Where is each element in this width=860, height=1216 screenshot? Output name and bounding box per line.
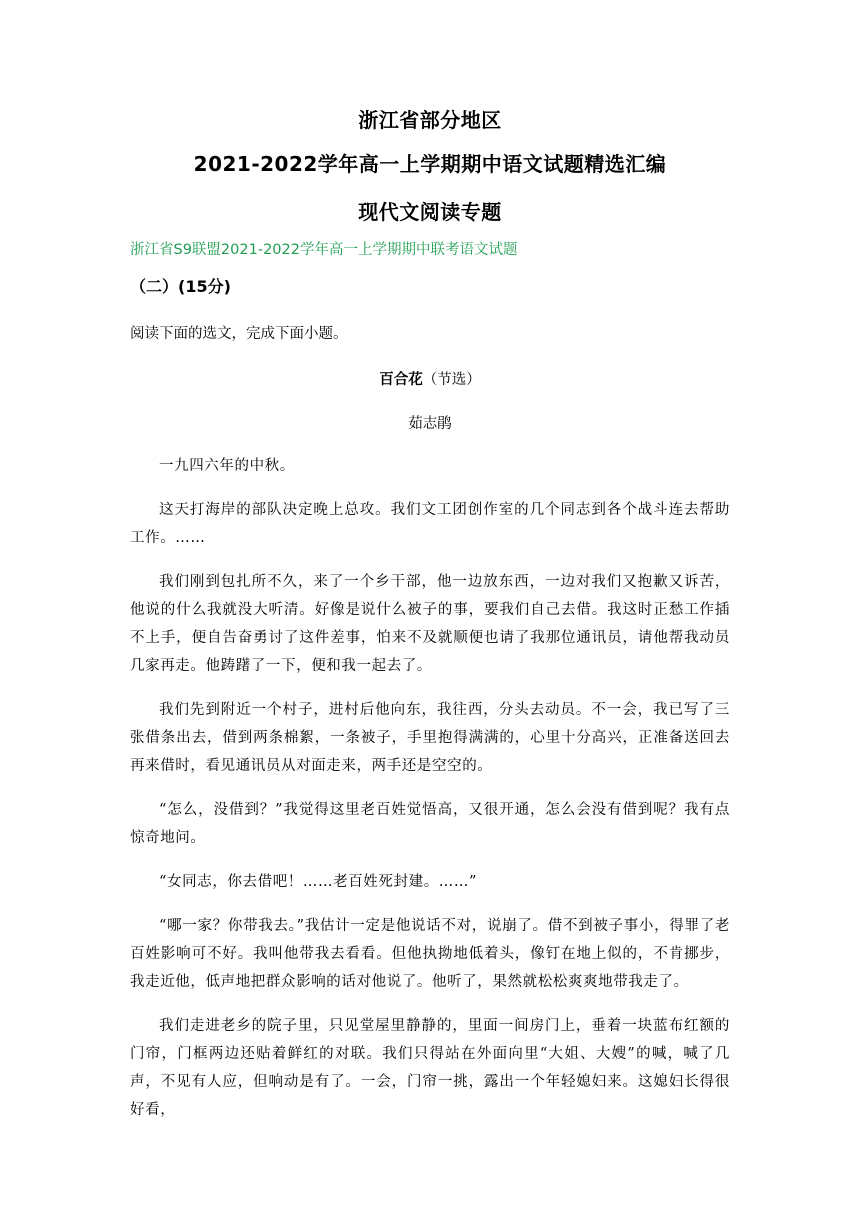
article-author: 茹志鹃 bbox=[408, 416, 452, 432]
paragraph: 我们走进老乡的院子里，只见堂屋里静静的，里面一间房门上，垂着一块蓝布红额的门帘，门框两边还贴着鲜红的对联。我们只得站在外面向里“大姐、大嫂”的喊，喊了几声，不见有人应，但响动是有了。一会，门帘一挑，露出一个年轻媳妇来。这媳妇长得很好看， bbox=[130, 1018, 730, 1118]
reading-instruction: 阅读下面的选文，完成下面小题。 bbox=[130, 326, 348, 342]
section-heading: （二）(15分) bbox=[130, 277, 231, 296]
paragraph: 这天打海岸的部队决定晚上总攻。我们文工团创作室的几个同志到各个战斗连去帮助工作。…… bbox=[130, 502, 730, 546]
paragraph: “哪一家？你带我去。”我估计一定是他说话不对，说崩了。借不到被子事小，得罪了老百姓影响可不好。我叫他带我去看看。但他执拗地低着头，像钉在地上似的，不肯挪步，我走近他，低声地把群众影响的话对他说了。他听了，果然就松松爽爽地带我走了。 bbox=[130, 918, 730, 990]
article-body bbox=[130, 452, 730, 1140]
article-title-main: 百合花 bbox=[379, 371, 423, 388]
paragraph: 我们刚到包扎所不久，来了一个乡干部，他一边放东西，一边对我们又抱歉又诉苦，他说的什么我就没大听清。好像是说什么被子的事，要我们自己去借。我这时正愁工作插不上手，便自告奋勇讨了这件差事，怕来不及就顺便也请了我那位通讯员，请他帮我动员几家再走。他踌躇了一下，便和我一起去了。 bbox=[130, 574, 730, 674]
document-title-region: 浙江省部分地区 bbox=[358, 108, 502, 132]
article-title bbox=[0, 368, 860, 389]
paragraph: 我们先到附近一个村子，进村后他向东，我往西，分头去动员。不一会，我已写了三张借条出去，借到两条棉絮，一条被子，手里抱得满满的，心里十分高兴，正准备送回去再来借时，看见通讯员从对面走来，两手还是空空的。 bbox=[130, 702, 730, 774]
document-title-year: 2021-2022学年高一上学期期中语文试题精选汇编 bbox=[193, 152, 667, 176]
paragraph: 一九四六年的中秋。 bbox=[159, 458, 295, 474]
paragraph: “怎么，没借到？”我觉得这里老百姓觉悟高，又很开通，怎么会没有借到呢？我有点惊奇地问。 bbox=[130, 802, 730, 846]
article-title-note: （节选） bbox=[422, 372, 481, 388]
document-title-topic: 现代文阅读专题 bbox=[358, 200, 502, 224]
exam-source-line: 浙江省S9联盟2021-2022学年高一上学期期中联考语文试题 bbox=[130, 242, 518, 258]
paragraph: “女同志，你去借吧！……老百姓死封建。……” bbox=[159, 874, 478, 890]
